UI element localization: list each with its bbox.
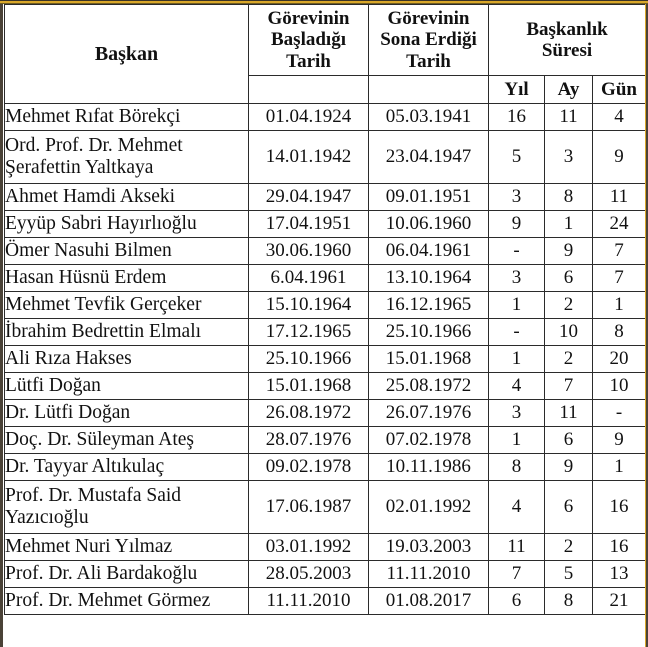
cell-end-date: 16.12.1965 (369, 292, 489, 319)
column-header-start-date-line2: Başladığı (271, 29, 346, 51)
table-row (5, 238, 646, 265)
column-header-end-date-line1: Görevinin (387, 8, 470, 30)
cell-duration-month: 2 (545, 346, 593, 373)
column-header-end-date-line3: Tarih (406, 50, 451, 72)
column-header-duration-line2: Süresi (541, 40, 593, 61)
cell-start-date: 30.06.1960 (249, 238, 369, 265)
cell-duration-day: 9 (593, 427, 646, 454)
cell-end-date: 19.03.2003 (369, 534, 489, 561)
cell-start-date: 14.01.1942 (249, 131, 369, 184)
cell-duration-month: 11 (545, 104, 593, 131)
top-gold-rule (0, 0, 648, 4)
cell-president-name: Hasan Hüsnü Erdem (5, 265, 249, 292)
cell-start-date: 17.12.1965 (249, 319, 369, 346)
cell-duration-month: 6 (545, 427, 593, 454)
cell-duration-day: 7 (593, 238, 646, 265)
table-row (5, 427, 646, 454)
cell-start-date: 29.04.1947 (249, 184, 369, 211)
column-header-end-date-line2: Sona Erdiği (380, 29, 477, 51)
cell-duration-day: - (593, 400, 646, 427)
cell-end-date: 06.04.1961 (369, 238, 489, 265)
table-row (5, 319, 646, 346)
presidents-table (4, 4, 646, 615)
cell-duration-day: 1 (593, 454, 646, 481)
table-row (5, 265, 646, 292)
cell-duration-day: 9 (593, 131, 646, 184)
cell-start-date: 28.05.2003 (249, 561, 369, 588)
cell-duration-month: 5 (545, 561, 593, 588)
column-header-duration (489, 5, 646, 76)
cell-president-name: Lütfi Doğan (5, 373, 249, 400)
cell-duration-day: 1 (593, 292, 646, 319)
cell-duration-year: 4 (489, 373, 545, 400)
cell-end-date: 23.04.1947 (369, 131, 489, 184)
cell-end-date: 13.10.1964 (369, 265, 489, 292)
table-row (5, 346, 646, 373)
cell-duration-year: 1 (489, 346, 545, 373)
cell-president-name: Ord. Prof. Dr. Mehmet Şerafettin Yaltkaya (5, 131, 249, 184)
table-row (5, 588, 646, 615)
cell-president-name: Mehmet Tevfik Gerçeker (5, 292, 249, 319)
cell-end-date: 25.08.1972 (369, 373, 489, 400)
cell-end-date: 10.06.1960 (369, 211, 489, 238)
cell-end-date: 02.01.1992 (369, 481, 489, 534)
cell-duration-day: 16 (593, 534, 646, 561)
table-row (5, 481, 646, 534)
cell-duration-year: 6 (489, 588, 545, 615)
cell-duration-month: 8 (545, 588, 593, 615)
cell-duration-year: 5 (489, 131, 545, 184)
cell-start-date: 26.08.1972 (249, 400, 369, 427)
cell-duration-day: 7 (593, 265, 646, 292)
cell-duration-year: 7 (489, 561, 545, 588)
column-header-end-date (369, 5, 489, 76)
cell-end-date: 25.10.1966 (369, 319, 489, 346)
cell-duration-month: 6 (545, 265, 593, 292)
cell-duration-day: 11 (593, 184, 646, 211)
cell-president-name: Mehmet Rıfat Börekçi (5, 104, 249, 131)
cell-president-name: Doç. Dr. Süleyman Ateş (5, 427, 249, 454)
cell-president-name: Prof. Dr. Mehmet Görmez (5, 588, 249, 615)
cell-duration-year: 8 (489, 454, 545, 481)
cell-start-date: 11.11.2010 (249, 588, 369, 615)
cell-duration-year: 1 (489, 292, 545, 319)
subheader-blank-end (369, 76, 489, 104)
table-row (5, 454, 646, 481)
cell-duration-year: 3 (489, 400, 545, 427)
cell-president-name: Ali Rıza Hakses (5, 346, 249, 373)
column-header-start-date-line1: Görevinin (267, 8, 350, 30)
cell-start-date: 01.04.1924 (249, 104, 369, 131)
cell-end-date: 01.08.2017 (369, 588, 489, 615)
cell-start-date: 25.10.1966 (249, 346, 369, 373)
left-frame-rule (0, 0, 3, 647)
table-row (5, 292, 646, 319)
cell-duration-month: 2 (545, 534, 593, 561)
table-row (5, 534, 646, 561)
table-body (5, 104, 646, 615)
cell-president-name: Dr. Tayyar Altıkulaç (5, 454, 249, 481)
column-header-start-date-line3: Tarih (286, 50, 331, 72)
cell-president-name: Mehmet Nuri Yılmaz (5, 534, 249, 561)
cell-duration-month: 8 (545, 184, 593, 211)
cell-duration-year: 4 (489, 481, 545, 534)
cell-start-date: 15.10.1964 (249, 292, 369, 319)
cell-start-date: 03.01.1992 (249, 534, 369, 561)
table-row (5, 561, 646, 588)
table-header (5, 5, 646, 104)
column-header-name: Başkan (5, 5, 249, 104)
table-row (5, 104, 646, 131)
cell-duration-month: 7 (545, 373, 593, 400)
cell-president-name: Ahmet Hamdi Akseki (5, 184, 249, 211)
cell-duration-day: 24 (593, 211, 646, 238)
header-row-primary (5, 5, 646, 76)
cell-end-date: 15.01.1968 (369, 346, 489, 373)
cell-duration-day: 8 (593, 319, 646, 346)
cell-duration-month: 10 (545, 319, 593, 346)
column-header-month: Ay (545, 76, 593, 104)
table-row (5, 131, 646, 184)
table-row (5, 184, 646, 211)
cell-duration-year: 1 (489, 427, 545, 454)
table-row (5, 400, 646, 427)
cell-start-date: 09.02.1978 (249, 454, 369, 481)
cell-duration-year: 16 (489, 104, 545, 131)
cell-duration-month: 9 (545, 454, 593, 481)
cell-start-date: 28.07.1976 (249, 427, 369, 454)
column-header-day: Gün (593, 76, 646, 104)
cell-end-date: 26.07.1976 (369, 400, 489, 427)
column-header-start-date (249, 5, 369, 76)
cell-president-name: Dr. Lütfi Doğan (5, 400, 249, 427)
cell-duration-day: 13 (593, 561, 646, 588)
cell-end-date: 05.03.1941 (369, 104, 489, 131)
cell-duration-year: 3 (489, 265, 545, 292)
cell-duration-year: 3 (489, 184, 545, 211)
cell-duration-day: 21 (593, 588, 646, 615)
cell-start-date: 15.01.1968 (249, 373, 369, 400)
cell-start-date: 17.06.1987 (249, 481, 369, 534)
cell-president-name: İbrahim Bedrettin Elmalı (5, 319, 249, 346)
table-row (5, 373, 646, 400)
cell-duration-year: - (489, 238, 545, 265)
cell-duration-month: 6 (545, 481, 593, 534)
cell-president-name: Prof. Dr. Ali Bardakoğlu (5, 561, 249, 588)
cell-start-date: 6.04.1961 (249, 265, 369, 292)
cell-president-name: Prof. Dr. Mustafa Said Yazıcıoğlu (5, 481, 249, 534)
cell-end-date: 07.02.1978 (369, 427, 489, 454)
cell-president-name: Ömer Nasuhi Bilmen (5, 238, 249, 265)
cell-end-date: 11.11.2010 (369, 561, 489, 588)
subheader-blank-start (249, 76, 369, 104)
column-header-year: Yıl (489, 76, 545, 104)
table-row (5, 211, 646, 238)
column-header-duration-line1: Başkanlık (526, 18, 608, 40)
cell-end-date: 10.11.1986 (369, 454, 489, 481)
cell-duration-month: 11 (545, 400, 593, 427)
cell-duration-day: 4 (593, 104, 646, 131)
cell-duration-year: 11 (489, 534, 545, 561)
cell-duration-day: 10 (593, 373, 646, 400)
cell-duration-month: 3 (545, 131, 593, 184)
cell-duration-day: 16 (593, 481, 646, 534)
cell-duration-year: 9 (489, 211, 545, 238)
cell-end-date: 09.01.1951 (369, 184, 489, 211)
cell-duration-month: 9 (545, 238, 593, 265)
cell-duration-month: 2 (545, 292, 593, 319)
cell-duration-day: 20 (593, 346, 646, 373)
cell-duration-month: 1 (545, 211, 593, 238)
cell-start-date: 17.04.1951 (249, 211, 369, 238)
cell-duration-year: - (489, 319, 545, 346)
cell-president-name: Eyyüp Sabri Hayırlıoğlu (5, 211, 249, 238)
